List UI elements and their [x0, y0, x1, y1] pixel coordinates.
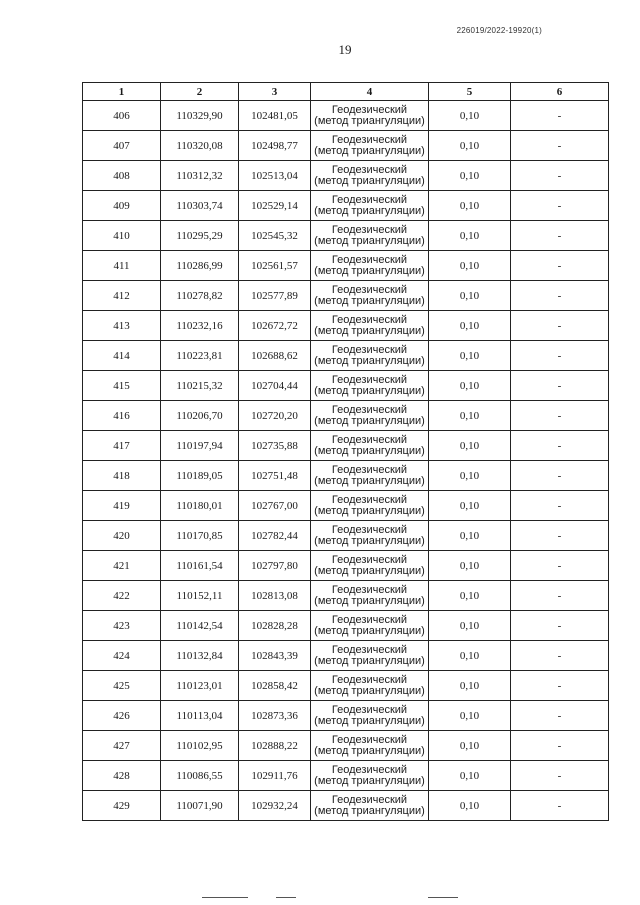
method-cell [311, 581, 429, 611]
method-line-1: Геодезический [331, 793, 408, 806]
accuracy-cell: 0,10 [429, 611, 511, 641]
method-line-2: (метод триангуляции) [314, 474, 425, 487]
point-number-cell: 407 [83, 131, 161, 161]
accuracy-cell: 0,10 [429, 191, 511, 221]
method-cell [311, 131, 429, 161]
method-line-1: Геодезический [331, 223, 408, 236]
accuracy-cell: 0,10 [429, 701, 511, 731]
point-number-cell: 422 [83, 581, 161, 611]
accuracy-cell: 0,10 [429, 491, 511, 521]
accuracy-cell: 0,10 [429, 641, 511, 671]
y-coordinate-cell: 102797,80 [239, 551, 311, 581]
note-cell: - [511, 251, 609, 281]
y-coordinate-cell: 102561,57 [239, 251, 311, 281]
method-cell [311, 161, 429, 191]
y-coordinate-cell: 102545,32 [239, 221, 311, 251]
table-row [83, 731, 609, 761]
x-coordinate-cell: 110180,01 [161, 491, 239, 521]
method-cell [311, 461, 429, 491]
y-coordinate-cell: 102932,24 [239, 791, 311, 821]
page-number: 19 [338, 42, 352, 57]
accuracy-cell: 0,10 [429, 581, 511, 611]
method-line-1: Геодезический [331, 343, 408, 356]
method-line-2: (метод триангуляции) [314, 354, 425, 367]
point-number-cell: 411 [83, 251, 161, 281]
method-cell [311, 641, 429, 671]
x-coordinate-cell: 110215,32 [161, 371, 239, 401]
y-coordinate-cell: 102513,04 [239, 161, 311, 191]
method-line-1: Геодезический [331, 463, 408, 476]
method-line-2: (метод триангуляции) [314, 204, 425, 217]
note-cell: - [511, 101, 609, 131]
accuracy-cell: 0,10 [429, 761, 511, 791]
x-coordinate-cell: 110170,85 [161, 521, 239, 551]
method-cell [311, 311, 429, 341]
accuracy-cell: 0,10 [429, 251, 511, 281]
note-cell: - [511, 581, 609, 611]
method-line-2: (метод триангуляции) [314, 624, 425, 637]
method-cell [311, 431, 429, 461]
method-cell [311, 101, 429, 131]
method-line-2: (метод триангуляции) [314, 264, 425, 277]
accuracy-cell: 0,10 [429, 341, 511, 371]
accuracy-cell: 0,10 [429, 671, 511, 701]
note-cell: - [511, 731, 609, 761]
method-line-1: Геодезический [331, 163, 408, 176]
table-row [83, 221, 609, 251]
method-line-1: Геодезический [331, 433, 408, 446]
y-coordinate-cell: 102858,42 [239, 671, 311, 701]
table-row [83, 701, 609, 731]
note-cell: - [511, 131, 609, 161]
method-cell [311, 281, 429, 311]
note-cell: - [511, 281, 609, 311]
table-row [83, 341, 609, 371]
x-coordinate-cell: 110232,16 [161, 311, 239, 341]
point-number-cell: 408 [83, 161, 161, 191]
method-line-1: Геодезический [331, 493, 408, 506]
method-cell [311, 521, 429, 551]
accuracy-cell: 0,10 [429, 401, 511, 431]
y-coordinate-cell: 102498,77 [239, 131, 311, 161]
method-line-1: Геодезический [331, 733, 408, 746]
point-number-cell: 421 [83, 551, 161, 581]
x-coordinate-cell: 110278,82 [161, 281, 239, 311]
point-number-cell: 413 [83, 311, 161, 341]
table-body [83, 101, 609, 821]
x-coordinate-cell: 110086,55 [161, 761, 239, 791]
y-coordinate-cell: 102529,14 [239, 191, 311, 221]
x-coordinate-cell: 110286,99 [161, 251, 239, 281]
table-row [83, 581, 609, 611]
method-line-1: Геодезический [331, 253, 408, 266]
note-cell: - [511, 461, 609, 491]
method-cell [311, 491, 429, 521]
method-cell [311, 401, 429, 431]
y-coordinate-cell: 102481,05 [239, 101, 311, 131]
method-cell [311, 251, 429, 281]
x-coordinate-cell: 110303,74 [161, 191, 239, 221]
table-row [83, 191, 609, 221]
point-number-cell: 417 [83, 431, 161, 461]
method-cell [311, 341, 429, 371]
footer-line-right [428, 897, 458, 898]
x-coordinate-cell: 110329,90 [161, 101, 239, 131]
point-number-cell: 425 [83, 671, 161, 701]
accuracy-cell: 0,10 [429, 731, 511, 761]
x-coordinate-cell: 110152,11 [161, 581, 239, 611]
column-header: 4 [311, 83, 429, 101]
note-cell: - [511, 311, 609, 341]
x-coordinate-cell: 110197,94 [161, 431, 239, 461]
y-coordinate-cell: 102688,62 [239, 341, 311, 371]
method-line-1: Геодезический [331, 103, 408, 116]
table-row [83, 101, 609, 131]
column-header: 2 [161, 83, 239, 101]
method-line-1: Геодезический [331, 523, 408, 536]
point-number-cell: 420 [83, 521, 161, 551]
method-line-2: (метод триангуляции) [314, 684, 425, 697]
table-row [83, 401, 609, 431]
accuracy-cell: 0,10 [429, 161, 511, 191]
table-row [83, 611, 609, 641]
method-line-2: (метод триангуляции) [314, 714, 425, 727]
y-coordinate-cell: 102782,44 [239, 521, 311, 551]
point-number-cell: 424 [83, 641, 161, 671]
x-coordinate-cell: 110113,04 [161, 701, 239, 731]
method-line-2: (метод триангуляции) [314, 384, 425, 397]
table-row [83, 491, 609, 521]
method-line-2: (метод триангуляции) [314, 324, 425, 337]
y-coordinate-cell: 102735,88 [239, 431, 311, 461]
method-line-1: Геодезический [331, 763, 408, 776]
accuracy-cell: 0,10 [429, 461, 511, 491]
method-line-1: Геодезический [331, 133, 408, 146]
method-line-2: (метод триангуляции) [314, 414, 425, 427]
x-coordinate-cell: 110189,05 [161, 461, 239, 491]
note-cell: - [511, 701, 609, 731]
point-number-cell: 409 [83, 191, 161, 221]
x-coordinate-cell: 110312,32 [161, 161, 239, 191]
method-line-1: Геодезический [331, 643, 408, 656]
table-row [83, 161, 609, 191]
note-cell: - [511, 761, 609, 791]
note-cell: - [511, 521, 609, 551]
table-row [83, 131, 609, 161]
x-coordinate-cell: 110295,29 [161, 221, 239, 251]
table-row [83, 641, 609, 671]
table-row [83, 551, 609, 581]
method-line-1: Геодезический [331, 673, 408, 686]
y-coordinate-cell: 102704,44 [239, 371, 311, 401]
y-coordinate-cell: 102577,89 [239, 281, 311, 311]
table-row [83, 461, 609, 491]
footer-line-middle [276, 897, 296, 898]
method-line-1: Геодезический [331, 583, 408, 596]
x-coordinate-cell: 110206,70 [161, 401, 239, 431]
x-coordinate-cell: 110102,95 [161, 731, 239, 761]
method-line-2: (метод триангуляции) [314, 534, 425, 547]
method-line-1: Геодезический [331, 613, 408, 626]
point-number-cell: 410 [83, 221, 161, 251]
coordinates-table [82, 82, 609, 821]
method-line-2: (метод триангуляции) [314, 234, 425, 247]
accuracy-cell: 0,10 [429, 431, 511, 461]
point-number-cell: 406 [83, 101, 161, 131]
method-cell [311, 761, 429, 791]
y-coordinate-cell: 102911,76 [239, 761, 311, 791]
column-header: 3 [239, 83, 311, 101]
method-line-2: (метод триангуляции) [314, 444, 425, 457]
note-cell: - [511, 341, 609, 371]
y-coordinate-cell: 102873,36 [239, 701, 311, 731]
point-number-cell: 426 [83, 701, 161, 731]
x-coordinate-cell: 110320,08 [161, 131, 239, 161]
method-line-1: Геодезический [331, 373, 408, 386]
y-coordinate-cell: 102672,72 [239, 311, 311, 341]
method-line-2: (метод триангуляции) [314, 594, 425, 607]
point-number-cell: 423 [83, 611, 161, 641]
method-line-2: (метод триангуляции) [314, 504, 425, 517]
x-coordinate-cell: 110123,01 [161, 671, 239, 701]
method-line-2: (метод триангуляции) [314, 744, 425, 757]
table-row [83, 431, 609, 461]
point-number-cell: 412 [83, 281, 161, 311]
method-line-2: (метод триангуляции) [314, 654, 425, 667]
method-line-1: Геодезический [331, 403, 408, 416]
method-cell [311, 371, 429, 401]
note-cell: - [511, 641, 609, 671]
accuracy-cell: 0,10 [429, 131, 511, 161]
table-header-row [83, 83, 609, 101]
x-coordinate-cell: 110132,84 [161, 641, 239, 671]
footer-line-left [202, 897, 248, 898]
x-coordinate-cell: 110142,54 [161, 611, 239, 641]
note-cell: - [511, 671, 609, 701]
accuracy-cell: 0,10 [429, 311, 511, 341]
y-coordinate-cell: 102720,20 [239, 401, 311, 431]
note-cell: - [511, 371, 609, 401]
point-number-cell: 428 [83, 761, 161, 791]
method-cell [311, 671, 429, 701]
point-number-cell: 414 [83, 341, 161, 371]
method-line-1: Геодезический [331, 283, 408, 296]
table-row [83, 521, 609, 551]
accuracy-cell: 0,10 [429, 281, 511, 311]
method-cell [311, 731, 429, 761]
method-line-1: Геодезический [331, 313, 408, 326]
method-line-1: Геодезический [331, 193, 408, 206]
note-cell: - [511, 551, 609, 581]
column-header: 1 [83, 83, 161, 101]
y-coordinate-cell: 102767,00 [239, 491, 311, 521]
point-number-cell: 416 [83, 401, 161, 431]
method-cell [311, 701, 429, 731]
point-number-cell: 415 [83, 371, 161, 401]
method-cell [311, 611, 429, 641]
document-id: 226019/2022-19920(1) [456, 26, 542, 35]
accuracy-cell: 0,10 [429, 551, 511, 581]
note-cell: - [511, 191, 609, 221]
table-row [83, 671, 609, 701]
point-number-cell: 419 [83, 491, 161, 521]
note-cell: - [511, 431, 609, 461]
method-line-2: (метод триангуляции) [314, 804, 425, 817]
note-cell: - [511, 491, 609, 521]
y-coordinate-cell: 102813,08 [239, 581, 311, 611]
note-cell: - [511, 401, 609, 431]
method-line-1: Геодезический [331, 553, 408, 566]
x-coordinate-cell: 110071,90 [161, 791, 239, 821]
point-number-cell: 427 [83, 731, 161, 761]
note-cell: - [511, 161, 609, 191]
method-line-2: (метод триангуляции) [314, 564, 425, 577]
table-row [83, 371, 609, 401]
method-cell [311, 221, 429, 251]
method-line-2: (метод триангуляции) [314, 174, 425, 187]
column-header: 6 [511, 83, 609, 101]
method-line-2: (метод триангуляции) [314, 294, 425, 307]
table-row [83, 761, 609, 791]
method-line-1: Геодезический [331, 703, 408, 716]
table-row [83, 791, 609, 821]
method-line-2: (метод триангуляции) [314, 774, 425, 787]
method-line-2: (метод триангуляции) [314, 114, 425, 127]
column-header: 5 [429, 83, 511, 101]
point-number-cell: 418 [83, 461, 161, 491]
note-cell: - [511, 221, 609, 251]
x-coordinate-cell: 110161,54 [161, 551, 239, 581]
y-coordinate-cell: 102751,48 [239, 461, 311, 491]
note-cell: - [511, 611, 609, 641]
point-number-cell: 429 [83, 791, 161, 821]
table-row [83, 281, 609, 311]
method-cell [311, 551, 429, 581]
y-coordinate-cell: 102828,28 [239, 611, 311, 641]
method-cell [311, 191, 429, 221]
accuracy-cell: 0,10 [429, 521, 511, 551]
accuracy-cell: 0,10 [429, 101, 511, 131]
method-cell [311, 791, 429, 821]
accuracy-cell: 0,10 [429, 791, 511, 821]
accuracy-cell: 0,10 [429, 371, 511, 401]
note-cell: - [511, 791, 609, 821]
table-row [83, 311, 609, 341]
accuracy-cell: 0,10 [429, 221, 511, 251]
x-coordinate-cell: 110223,81 [161, 341, 239, 371]
method-line-2: (метод триангуляции) [314, 144, 425, 157]
table-row [83, 251, 609, 281]
y-coordinate-cell: 102888,22 [239, 731, 311, 761]
y-coordinate-cell: 102843,39 [239, 641, 311, 671]
